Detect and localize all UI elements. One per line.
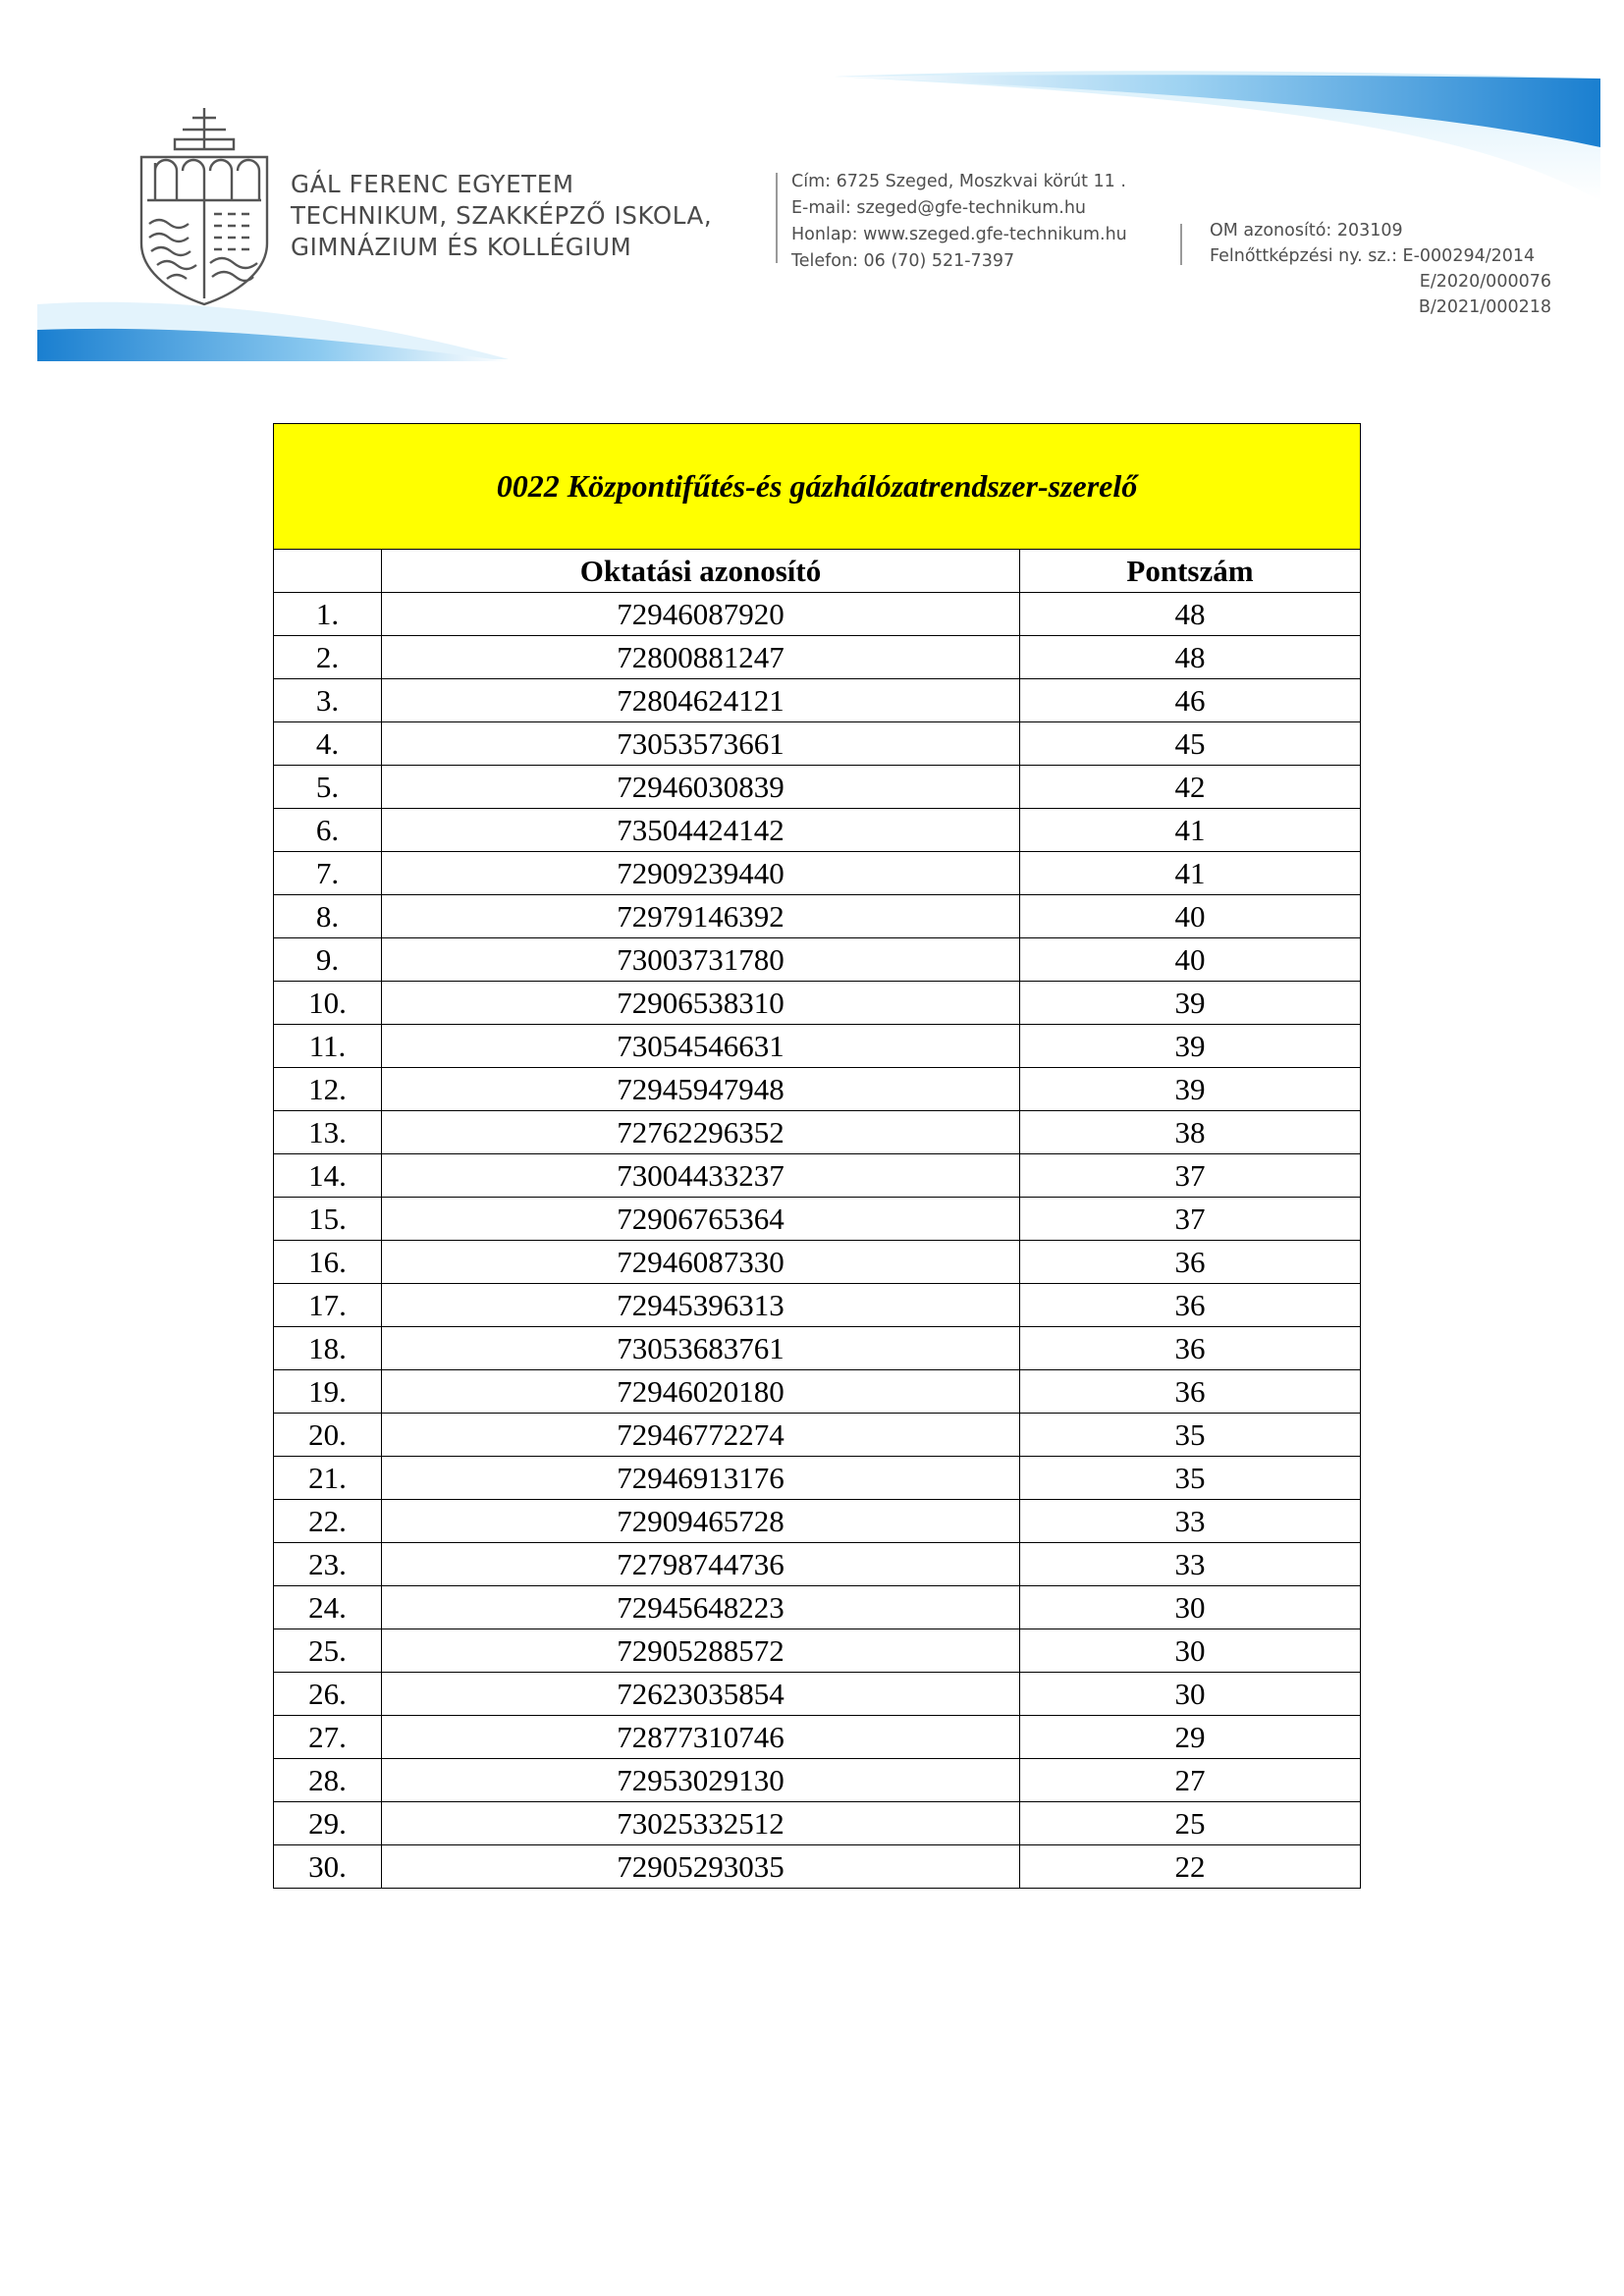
student-id-cell: 72905288572 bbox=[382, 1629, 1020, 1673]
student-id-cell: 73003731780 bbox=[382, 938, 1020, 982]
score-cell: 40 bbox=[1020, 938, 1361, 982]
adult-ed-line-2: E/2020/000076 bbox=[1419, 272, 1551, 292]
table-row bbox=[274, 766, 1361, 809]
score-cell: 39 bbox=[1020, 1068, 1361, 1111]
score-cell: 39 bbox=[1020, 1025, 1361, 1068]
rank-cell: 19. bbox=[274, 1370, 382, 1414]
table-title: 0022 Központifűtés-és gázhálózatrendszer-szerelő bbox=[274, 424, 1361, 550]
student-id-cell: 72945648223 bbox=[382, 1586, 1020, 1629]
student-id-cell: 73004433237 bbox=[382, 1154, 1020, 1198]
table-row bbox=[274, 1111, 1361, 1154]
score-cell: 37 bbox=[1020, 1154, 1361, 1198]
table-row bbox=[274, 593, 1361, 636]
rank-cell: 9. bbox=[274, 938, 382, 982]
student-id-cell: 72946772274 bbox=[382, 1414, 1020, 1457]
student-id-cell: 72946020180 bbox=[382, 1370, 1020, 1414]
score-cell: 42 bbox=[1020, 766, 1361, 809]
student-id-cell: 72945947948 bbox=[382, 1068, 1020, 1111]
score-cell: 29 bbox=[1020, 1716, 1361, 1759]
student-id-cell: 72945396313 bbox=[382, 1284, 1020, 1327]
table-row bbox=[274, 1500, 1361, 1543]
table-row bbox=[274, 938, 1361, 982]
student-id-cell: 72953029130 bbox=[382, 1759, 1020, 1802]
column-header-score: Pontszám bbox=[1020, 550, 1361, 593]
rank-cell: 11. bbox=[274, 1025, 382, 1068]
score-cell: 30 bbox=[1020, 1629, 1361, 1673]
score-cell: 30 bbox=[1020, 1673, 1361, 1716]
table-row bbox=[274, 1154, 1361, 1198]
rank-cell: 4. bbox=[274, 722, 382, 766]
table-row bbox=[274, 1673, 1361, 1716]
score-cell: 25 bbox=[1020, 1802, 1361, 1845]
school-name-line-3: GIMNÁZIUM ÉS KOLLÉGIUM bbox=[291, 233, 632, 261]
score-cell: 37 bbox=[1020, 1198, 1361, 1241]
school-name-line-2: TECHNIKUM, SZAKKÉPZŐ ISKOLA, bbox=[291, 201, 713, 230]
score-cell: 33 bbox=[1020, 1543, 1361, 1586]
score-cell: 48 bbox=[1020, 636, 1361, 679]
results-table bbox=[273, 423, 1361, 1889]
score-cell: 36 bbox=[1020, 1241, 1361, 1284]
table-row bbox=[274, 1716, 1361, 1759]
student-id-cell: 73025332512 bbox=[382, 1802, 1020, 1845]
rank-cell: 22. bbox=[274, 1500, 382, 1543]
rank-cell: 15. bbox=[274, 1198, 382, 1241]
rank-cell: 25. bbox=[274, 1629, 382, 1673]
student-id-cell: 72762296352 bbox=[382, 1111, 1020, 1154]
adult-ed-line-1: Felnőttképzési ny. sz.: E-000294/2014 bbox=[1210, 246, 1536, 266]
student-id-cell: 72946913176 bbox=[382, 1457, 1020, 1500]
score-cell: 36 bbox=[1020, 1327, 1361, 1370]
table-row bbox=[274, 895, 1361, 938]
table-row bbox=[274, 1457, 1361, 1500]
student-id-cell: 72804624121 bbox=[382, 679, 1020, 722]
table-row bbox=[274, 1068, 1361, 1111]
rank-cell: 16. bbox=[274, 1241, 382, 1284]
score-cell: 30 bbox=[1020, 1586, 1361, 1629]
rank-cell: 24. bbox=[274, 1586, 382, 1629]
score-cell: 36 bbox=[1020, 1370, 1361, 1414]
rank-cell: 14. bbox=[274, 1154, 382, 1198]
bottom-wave-decoration bbox=[37, 294, 509, 365]
table-row bbox=[274, 1586, 1361, 1629]
student-id-cell: 73053683761 bbox=[382, 1327, 1020, 1370]
adult-ed-line-3: B/2021/000218 bbox=[1418, 297, 1551, 317]
table-row bbox=[274, 1241, 1361, 1284]
table-row bbox=[274, 636, 1361, 679]
rank-cell: 29. bbox=[274, 1802, 382, 1845]
rank-cell: 21. bbox=[274, 1457, 382, 1500]
table-row bbox=[274, 982, 1361, 1025]
score-cell: 39 bbox=[1020, 982, 1361, 1025]
score-cell: 35 bbox=[1020, 1414, 1361, 1457]
student-id-cell: 72979146392 bbox=[382, 895, 1020, 938]
rank-cell: 12. bbox=[274, 1068, 382, 1111]
table-row bbox=[274, 1327, 1361, 1370]
rank-cell: 27. bbox=[274, 1716, 382, 1759]
table-row bbox=[274, 1284, 1361, 1327]
contact-phone: Telefon: 06 (70) 521-7397 bbox=[791, 251, 1015, 271]
student-id-cell: 72877310746 bbox=[382, 1716, 1020, 1759]
table-row bbox=[274, 1025, 1361, 1068]
rank-cell: 23. bbox=[274, 1543, 382, 1586]
student-id-cell: 72946087920 bbox=[382, 593, 1020, 636]
score-cell: 38 bbox=[1020, 1111, 1361, 1154]
student-id-cell: 72798744736 bbox=[382, 1543, 1020, 1586]
school-crest-logo bbox=[135, 106, 273, 308]
student-id-cell: 73053573661 bbox=[382, 722, 1020, 766]
header-divider-1 bbox=[776, 173, 778, 263]
rank-cell: 18. bbox=[274, 1327, 382, 1370]
table-row bbox=[274, 1845, 1361, 1889]
rank-cell: 10. bbox=[274, 982, 382, 1025]
student-id-cell: 72909465728 bbox=[382, 1500, 1020, 1543]
score-cell: 41 bbox=[1020, 852, 1361, 895]
student-id-cell: 72946030839 bbox=[382, 766, 1020, 809]
registration-info bbox=[1210, 218, 1551, 320]
student-id-cell: 72906765364 bbox=[382, 1198, 1020, 1241]
table-row bbox=[274, 1370, 1361, 1414]
column-header-id: Oktatási azonosító bbox=[382, 550, 1020, 593]
contact-address: Cím: 6725 Szeged, Moszkvai körút 11 . bbox=[791, 172, 1126, 191]
table-row bbox=[274, 1414, 1361, 1457]
school-name bbox=[291, 169, 712, 263]
rank-cell: 5. bbox=[274, 766, 382, 809]
rank-cell: 26. bbox=[274, 1673, 382, 1716]
score-cell: 46 bbox=[1020, 679, 1361, 722]
student-id-cell: 72946087330 bbox=[382, 1241, 1020, 1284]
table-body bbox=[274, 593, 1361, 1889]
contact-info bbox=[791, 169, 1127, 275]
rank-cell: 13. bbox=[274, 1111, 382, 1154]
table-row bbox=[274, 809, 1361, 852]
table-row bbox=[274, 852, 1361, 895]
score-cell: 48 bbox=[1020, 593, 1361, 636]
score-cell: 27 bbox=[1020, 1759, 1361, 1802]
score-cell: 33 bbox=[1020, 1500, 1361, 1543]
student-id-cell: 73504424142 bbox=[382, 809, 1020, 852]
table-row bbox=[274, 1759, 1361, 1802]
rank-cell: 20. bbox=[274, 1414, 382, 1457]
score-cell: 41 bbox=[1020, 809, 1361, 852]
rank-cell: 3. bbox=[274, 679, 382, 722]
student-id-cell: 72909239440 bbox=[382, 852, 1020, 895]
score-cell: 36 bbox=[1020, 1284, 1361, 1327]
table-row bbox=[274, 1198, 1361, 1241]
header-row bbox=[274, 550, 1361, 593]
student-id-cell: 73054546631 bbox=[382, 1025, 1020, 1068]
table-row bbox=[274, 722, 1361, 766]
table-row bbox=[274, 1629, 1361, 1673]
school-name-line-1: GÁL FERENC EGYETEM bbox=[291, 170, 574, 198]
rank-cell: 7. bbox=[274, 852, 382, 895]
rank-cell: 6. bbox=[274, 809, 382, 852]
column-header-rank bbox=[274, 550, 382, 593]
contact-email: E-mail: szeged@gfe-technikum.hu bbox=[791, 198, 1087, 218]
letterhead bbox=[0, 0, 1624, 373]
table-row bbox=[274, 1802, 1361, 1845]
rank-cell: 28. bbox=[274, 1759, 382, 1802]
rank-cell: 30. bbox=[274, 1845, 382, 1889]
score-cell: 35 bbox=[1020, 1457, 1361, 1500]
student-id-cell: 72800881247 bbox=[382, 636, 1020, 679]
table-row bbox=[274, 679, 1361, 722]
rank-cell: 8. bbox=[274, 895, 382, 938]
om-id: OM azonosító: 203109 bbox=[1210, 221, 1403, 240]
score-cell: 45 bbox=[1020, 722, 1361, 766]
header-divider-2 bbox=[1180, 224, 1182, 265]
rank-cell: 1. bbox=[274, 593, 382, 636]
contact-website: Honlap: www.szeged.gfe-technikum.hu bbox=[791, 225, 1127, 244]
student-id-cell: 72906538310 bbox=[382, 982, 1020, 1025]
score-cell: 40 bbox=[1020, 895, 1361, 938]
rank-cell: 17. bbox=[274, 1284, 382, 1327]
rank-cell: 2. bbox=[274, 636, 382, 679]
student-id-cell: 72623035854 bbox=[382, 1673, 1020, 1716]
table-row bbox=[274, 1543, 1361, 1586]
score-cell: 22 bbox=[1020, 1845, 1361, 1889]
student-id-cell: 72905293035 bbox=[382, 1845, 1020, 1889]
